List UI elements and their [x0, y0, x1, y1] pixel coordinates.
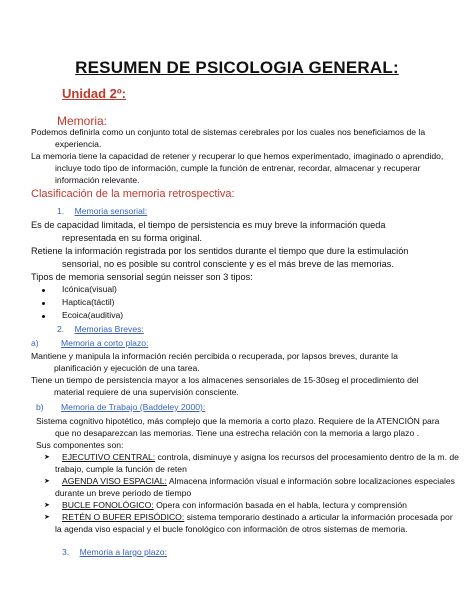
sensorial-line1: Es de capacidad limitada, el tiempo de persistencia es muy breve la información queda — [31, 220, 386, 230]
memoria-heading: Memoria: — [57, 114, 108, 128]
trabajo-line1: Sistema cognitivo hipotético, más complejo que la memoria a corto plazo. Requiere de la ATENCIÓN para — [36, 416, 440, 426]
sensorial-number: 1. — [57, 206, 65, 216]
componente-text: Almacena información visual e información sobre localizaciones especiales — [166, 476, 455, 486]
sensorial-line5: Tipos de memoria sensorial según neisser son 3 tipos: — [31, 272, 253, 282]
intro-p2-line3: información relevante. — [55, 175, 140, 185]
sensorial-line4: sensorial, no es posible su control consciente y es el más breve de las memorias. — [62, 259, 394, 269]
intro-p1-line1: Podemos definirla como un conjunto total de sistemas cerebrales por los cuales nos beneficiamos de la — [31, 127, 426, 137]
largo-number: 3. — [62, 547, 70, 557]
sensorial-label: Memoria sensorial: — [74, 206, 148, 216]
largo-label: Memoria a largo plazo: — [79, 547, 167, 557]
componente-label: RETÉN O BUFER EPISÓDICO: — [62, 512, 185, 522]
corto-line1: Mantiene y manipula la información recién percibida o recuperada, por lapsos breves, durante la — [31, 351, 398, 361]
breves-heading — [57, 324, 144, 334]
trabajo-line2: que no desaparezcan las memorias. Tiene una estrecha relación con la memoria a largo plazo . — [55, 428, 420, 438]
componente-label: EJECUTIVO CENTRAL: — [62, 452, 156, 462]
tipo-item: Icónica(visual) — [62, 284, 117, 294]
trabajo-line3: Sus componentes son: — [36, 440, 124, 450]
bullet-icon — [42, 289, 45, 292]
corto-line2: planificación y ejecución de una tarea. — [54, 363, 200, 373]
sensorial-line3: Retiene la información registrada por los sentidos durante el tiempo que dure la estimulación — [31, 246, 409, 256]
componente-label: AGENDA VISO ESPACIAL: — [62, 476, 167, 486]
tipo-item: Ecoica(auditiva) — [62, 310, 124, 320]
trabajo-heading — [36, 402, 286, 412]
breves-number: 2. — [57, 324, 65, 334]
arrow-bullet-icon: ➤ — [44, 514, 50, 521]
componente-reten-line2: la agenda viso espacial y el bucle fonológico con información de otros sistemas de memoria. — [55, 524, 408, 534]
componente-text: Opera con información basada en el habla, lectura y comprensión — [153, 500, 407, 510]
corto-letter: a) — [31, 338, 39, 348]
arrow-bullet-icon: ➤ — [44, 478, 50, 485]
corto-line4: material requiere de una supervisión consciente. — [54, 387, 239, 397]
trabajo-label: Memoria de Trabajo (Baddeley 2000): — [61, 402, 206, 412]
componente-text: sistema temporario destinado a articular la información procesada por — [184, 512, 453, 522]
corto-label: Memoria a corto plazo: — [61, 338, 149, 348]
arrow-bullet-icon: ➤ — [44, 502, 50, 509]
componente-text: controla, disminuye y asigna los recursos del procesamiento dentro de la m. de — [155, 452, 459, 462]
tipo-item: Haptica(táctil) — [62, 297, 115, 307]
breves-label: Memorias Breves: — [74, 324, 144, 334]
componente-ejecutivo — [62, 452, 459, 463]
bullet-icon — [42, 315, 45, 318]
intro-p1-line2: experiencia. — [55, 139, 102, 149]
clasificacion-heading: Clasificación de la memoria retrospectiva: — [31, 188, 235, 200]
trabajo-letter: b) — [36, 402, 44, 412]
componente-label: BUCLE FONOLÓGICO: — [62, 500, 154, 510]
arrow-bullet-icon: ➤ — [44, 454, 50, 461]
componente-reten — [62, 512, 453, 523]
corto-heading — [31, 338, 231, 348]
sensorial-heading — [57, 206, 147, 216]
componente-ejecutivo-line2: trabajo, cumple la función de reten — [55, 464, 187, 474]
componente-agenda — [62, 476, 455, 487]
page-title: RESUMEN DE PSICOLOGIA GENERAL: — [75, 58, 399, 77]
corto-line3: Tiene un tiempo de persistencia mayor a los almacenes sensoriales de 15-30seg el procedimiento del — [31, 375, 419, 385]
bullet-icon — [42, 302, 45, 305]
unit-heading: Unidad 2º: — [62, 86, 126, 101]
componente-bucle — [62, 500, 407, 511]
intro-p2-line2: incluye todo tipo de información, cumple la función de entrenar, recordar, almacenar y recuperar — [55, 163, 421, 173]
largo-heading — [62, 547, 167, 557]
sensorial-line2: representada en su forma original. — [62, 233, 202, 243]
componente-agenda-line2: durante un breve periodo de tiempo — [55, 488, 192, 498]
intro-p2-line1: La memoria tiene la capacidad de retener y recuperar lo que hemos experimentado, imaginado o aprendido, — [31, 151, 444, 161]
